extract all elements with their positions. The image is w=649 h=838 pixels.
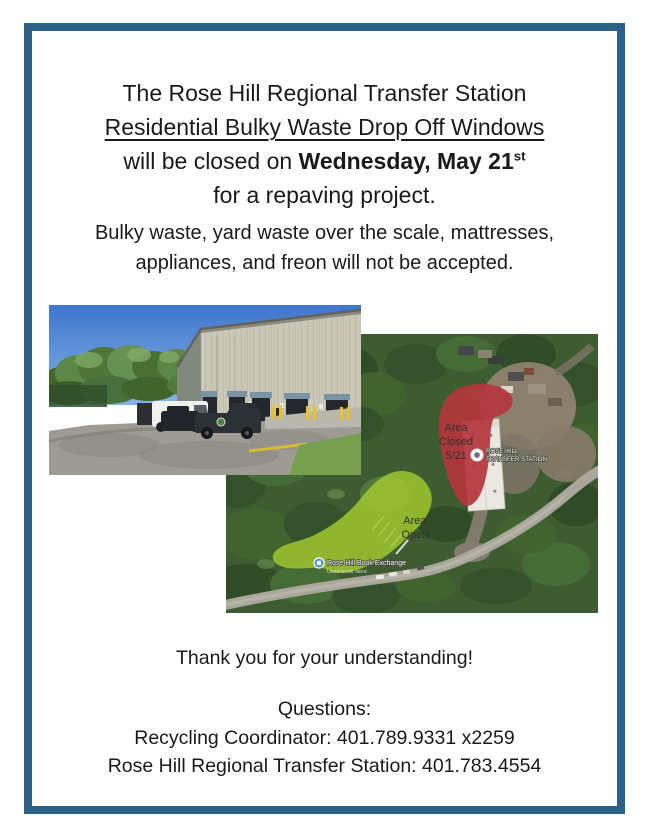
area-open-label-line1: Area xyxy=(403,515,427,527)
flyer-heading xyxy=(0,76,649,212)
truck-door-logo xyxy=(217,418,225,426)
area-closed-label-line2: Closed xyxy=(438,436,474,448)
contact-transfer-station: Rose Hill Regional Transfer Station: 401.783.4554 xyxy=(107,755,542,777)
contact-recycling-coordinator: Recycling Coordinator: 401.789.9331 x2259 xyxy=(134,727,515,749)
heading-line-3-ordinal: st xyxy=(513,148,526,164)
heading-line-3-bold-date: Wednesday, May 21 xyxy=(298,148,514,174)
notice-paragraph xyxy=(0,218,649,278)
questions-label: Questions: xyxy=(277,698,372,720)
station-pin-label-line1: ROSE HILL xyxy=(486,448,519,455)
fence xyxy=(49,385,107,407)
heading-line-3-regular: will be closed on xyxy=(123,148,299,174)
heading-line-3 xyxy=(0,144,649,178)
notice-line-2: appliances, and freon will not be accepted. xyxy=(135,252,514,274)
area-closed-label-line1: Area xyxy=(444,422,468,434)
area-closed-label-line3: 5/21 xyxy=(445,450,467,462)
building-photo xyxy=(49,305,361,475)
area-open-label-line2: Open xyxy=(401,529,429,541)
thanks-line: Thank you for your understanding! xyxy=(175,647,473,669)
heading-line-1: The Rose Hill Regional Transfer Station xyxy=(122,80,527,106)
book-exchange-pin-sublabel: Used book store xyxy=(327,569,368,575)
notice-line-1: Bulky waste, yard waste over the scale, mattresses, xyxy=(94,222,555,244)
book-exchange-pin-label: Rose Hill Book Exchange xyxy=(327,560,406,567)
heading-line-4: for a repaving project. xyxy=(213,182,436,208)
station-pin-label-line2: TRANSFER STATION xyxy=(486,456,547,463)
heading-line-2-underlined: Residential Bulky Waste Drop Off Windows xyxy=(104,114,545,140)
